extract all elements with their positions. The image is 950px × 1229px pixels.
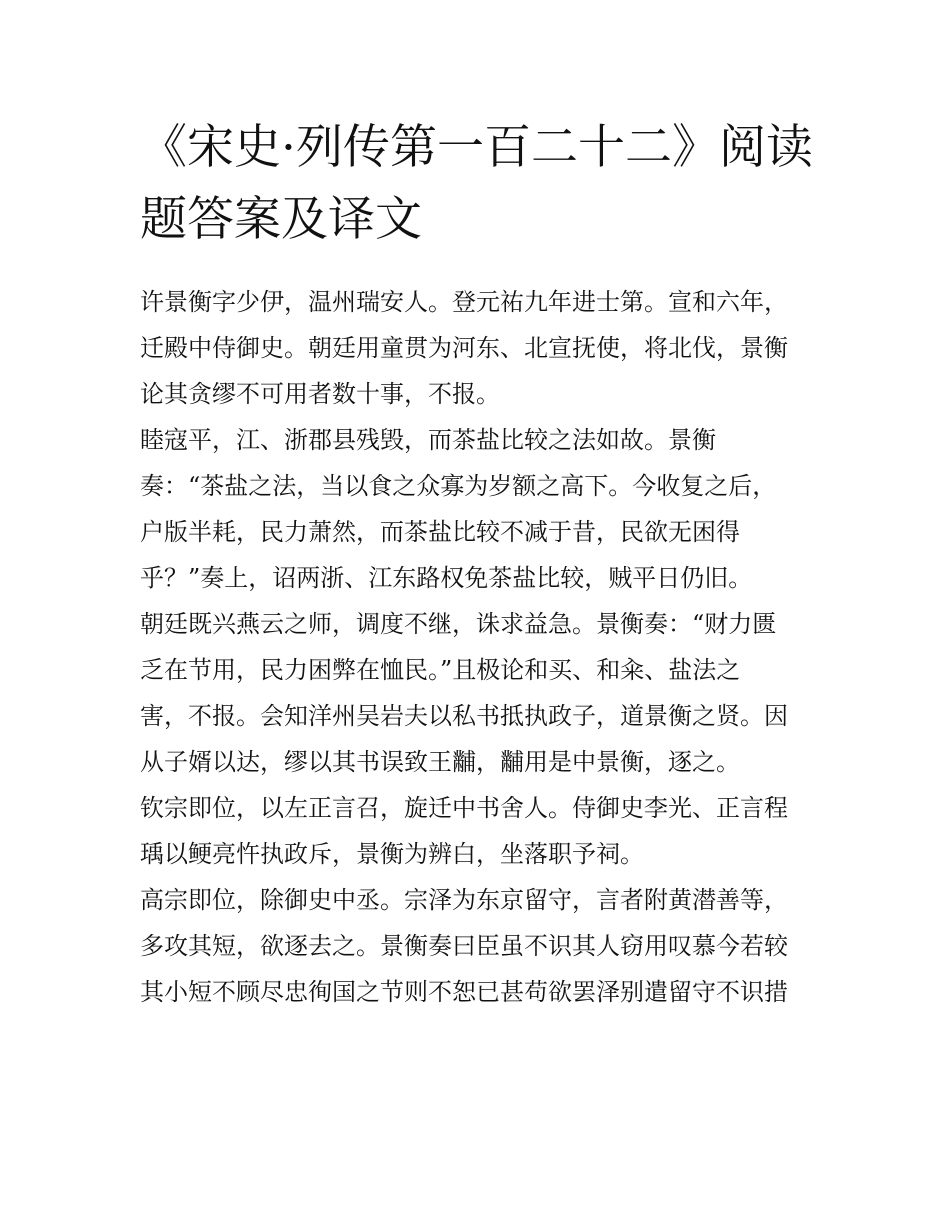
body-line: 从子婿以达，缪以其书误致王黼，黼用是中景衡，逐之。 <box>140 748 740 776</box>
body-line: 迁殿中侍御史。朝廷用童贯为河东、北宣抚使，将北伐，景衡 <box>140 334 788 362</box>
body-line: 高宗即位，除御史中丞。宗泽为东京留守，言者附黄潜善等， <box>140 886 788 914</box>
body-line: 睦寇平，江、浙郡县残毁，而茶盐比较之法如故。景衡 <box>140 426 716 454</box>
body-line: 乎？”奏上，诏两浙、江东路权免茶盐比较，贼平日仍旧。 <box>140 564 753 592</box>
body-line: 害，不报。会知洋州吴岩夫以私书抵执政子，道景衡之贤。因 <box>140 702 788 730</box>
body-line: 乏在节用，民力困弊在恤民。”且极论和买、和籴、盐法之 <box>140 656 741 684</box>
body-line: 朝廷既兴燕云之师，调度不继，诛求益急。景衡奏：“财力匮 <box>140 610 777 638</box>
body-line: 许景衡字少伊，温州瑞安人。登元祐九年进士第。宣和六年， <box>140 288 788 316</box>
document-title: 《宋史·列传第一百二十二》阅读题答案及译文 <box>140 120 813 247</box>
body-line: 户版半耗，民力萧然，而茶盐比较不减于昔，民欲无困得 <box>140 518 740 546</box>
body-line: 多攻其短，欲逐去之。景衡奏曰臣虽不识其人窃用叹慕今若较 <box>140 932 788 960</box>
body-line: 瑀以鲠亮忤执政斥，景衡为辨白，坐落职予祠。 <box>140 840 644 868</box>
document-body <box>140 279 830 1015</box>
body-line: 其小短不顾尽忠徇国之节则不恕已甚苟欲罢泽别遣留守不识措 <box>140 978 788 1006</box>
body-line: 钦宗即位，以左正言召，旋迁中书舍人。侍御史李光、正言程 <box>140 794 788 822</box>
body-line: 奏：“茶盐之法，当以食之众寡为岁额之高下。今收复之后， <box>140 472 777 500</box>
body-line: 论其贪缪不可用者数十事，不报。 <box>140 380 500 408</box>
